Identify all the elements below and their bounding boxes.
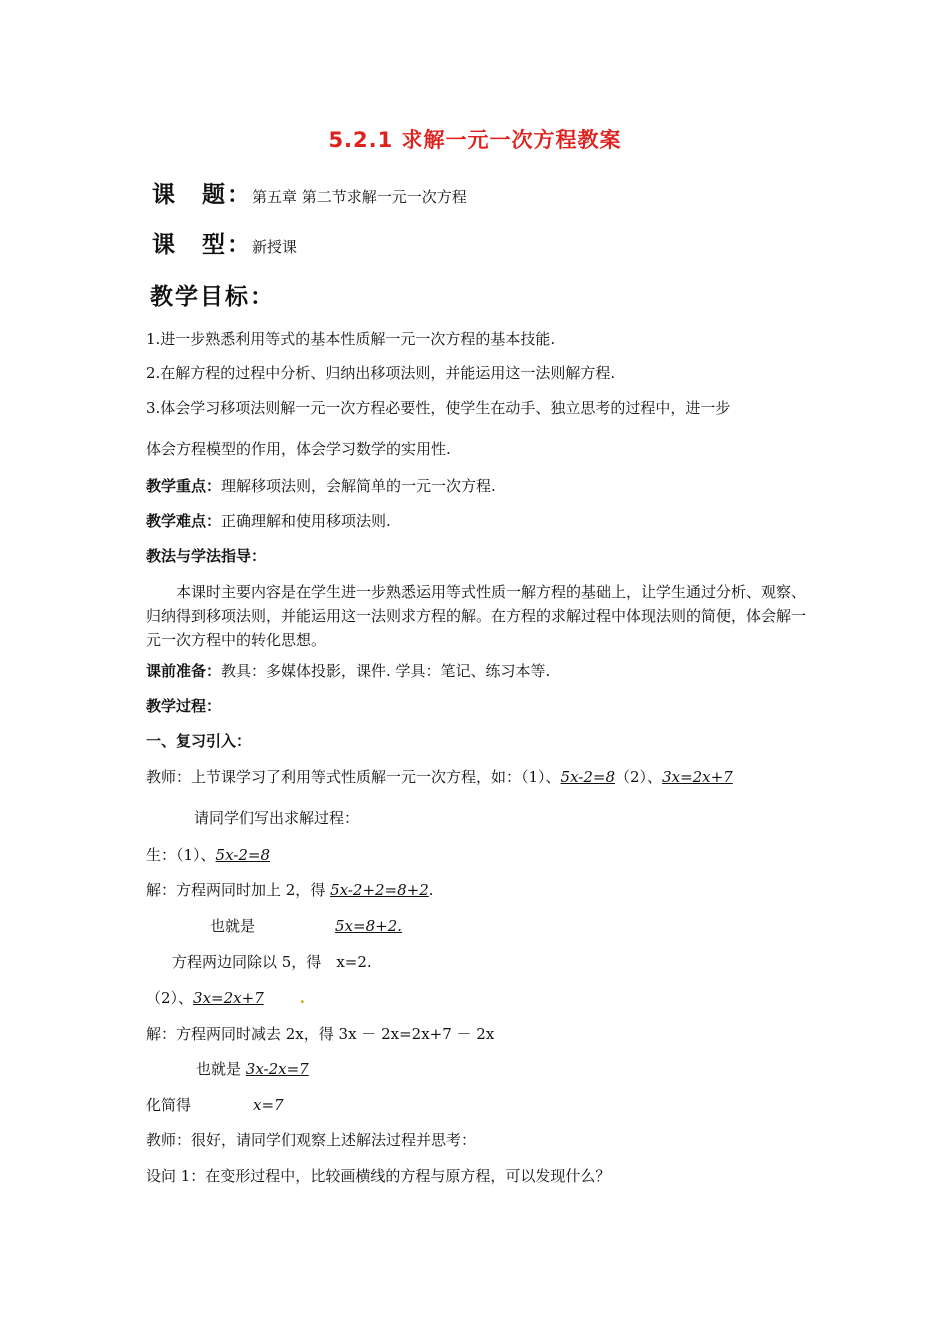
difficulty-label: 教学难点： [146,512,222,530]
teacher-intro-line [146,767,733,787]
goal-item-3-cont: 体会方程模型的作用，体会学习数学的实用性. [146,440,451,458]
solution-1-line [146,880,434,900]
document-title: 5.2.1 求解一元一次方程教案 [328,128,622,152]
solution-2-line: 解：方程两同时减去 2x，得 3x － 2x=2x+7 － 2x [146,1025,495,1043]
goal-item-1: 1.进一步熟悉利用等式的基本性质解一元一次方程的基本技能. [146,330,556,348]
also-1-line [210,916,402,936]
ask-line: 请同学们写出求解过程： [194,809,360,827]
solution-1-text: 解：方程两同时加上 2，得 [146,881,331,899]
prep-text: 教具：多媒体投影，课件. 学具：笔记、练习本等. [221,662,551,680]
simplify-equation: x=7 [253,1096,284,1114]
key-point-label: 教学重点： [146,477,222,495]
goal-item-3: 3.体会学习移项法则解一元一次方程必要性，使学生在动手、独立思考的过程中，进一步 [146,399,731,417]
key-point-row [146,476,496,496]
simplify-label: 化简得 [146,1096,192,1114]
difficulty-text: 正确理解和使用移项法则. [221,512,391,530]
part-2-line [146,988,305,1008]
equation-1: 5x-2=8 [560,768,616,786]
type-value: 新授课 [252,238,298,256]
part-2-equation: 3x=2x+7 [193,989,264,1007]
method-heading: 教法与学法指导： [146,547,267,565]
question-1-line: 设问 1：在变形过程中，比较画横线的方程与原方程，可以发现什么？ [146,1167,611,1185]
solution-1-end: . [428,881,434,899]
topic-value: 第五章 第二节求解一元一次方程 [252,188,467,206]
also-2-label: 也就是 [196,1060,246,1078]
topic-row [152,176,467,209]
student-equation: 5x-2=8 [215,846,271,864]
process-heading: 教学过程： [146,697,222,715]
student-label: 生：（1）、 [146,846,216,864]
divide-line: 方程两边同除以 5，得 x=2. [172,953,372,971]
topic-label: 课 题： [152,182,252,208]
solution-1-equation: 5x-2+2=8+2 [330,881,429,899]
method-paragraph: 本课时主要内容是在学生进一步熟悉运用等式性质一解方程的基础上，让学生通过分析、观察、归纳得到移项法则，并能运用这一法则求方程的解。在方程的求解过程中体现法则的简便，体会解一元一次方程中的转化思想。 [146,583,807,649]
part-2-dot: . [299,989,305,1007]
type-row [152,226,297,259]
also-1-equation: 5x=8+2. [335,917,403,935]
review-heading: 一、复习引入： [146,732,252,750]
difficulty-row [146,511,391,531]
student-line [146,845,270,865]
equation-2: 3x=2x+7 [662,768,733,786]
teacher-followup-line: 教师：很好，请同学们观察上述解法过程并思考： [146,1131,477,1149]
also-2-line [196,1059,309,1079]
also-1-label: 也就是 [210,917,256,935]
teacher-intro-part2: （2）、 [615,768,663,786]
goals-heading: 教学目标： [150,284,275,310]
teacher-intro-text: 教师：上节课学习了利用等式性质解一元一次方程，如：（1）、 [146,768,561,786]
goal-item-2: 2.在解方程的过程中分析、归纳出移项法则，并能运用这一法则解方程. [146,364,616,382]
simplify-line [146,1095,284,1115]
key-point-text: 理解移项法则，会解简单的一元一次方程. [221,477,496,495]
type-label: 课 型： [152,232,252,258]
part-2-label: （2）、 [146,989,194,1007]
also-2-equation: 3x-2x=7 [245,1060,309,1078]
prep-row [146,661,550,681]
prep-label: 课前准备： [146,662,222,680]
